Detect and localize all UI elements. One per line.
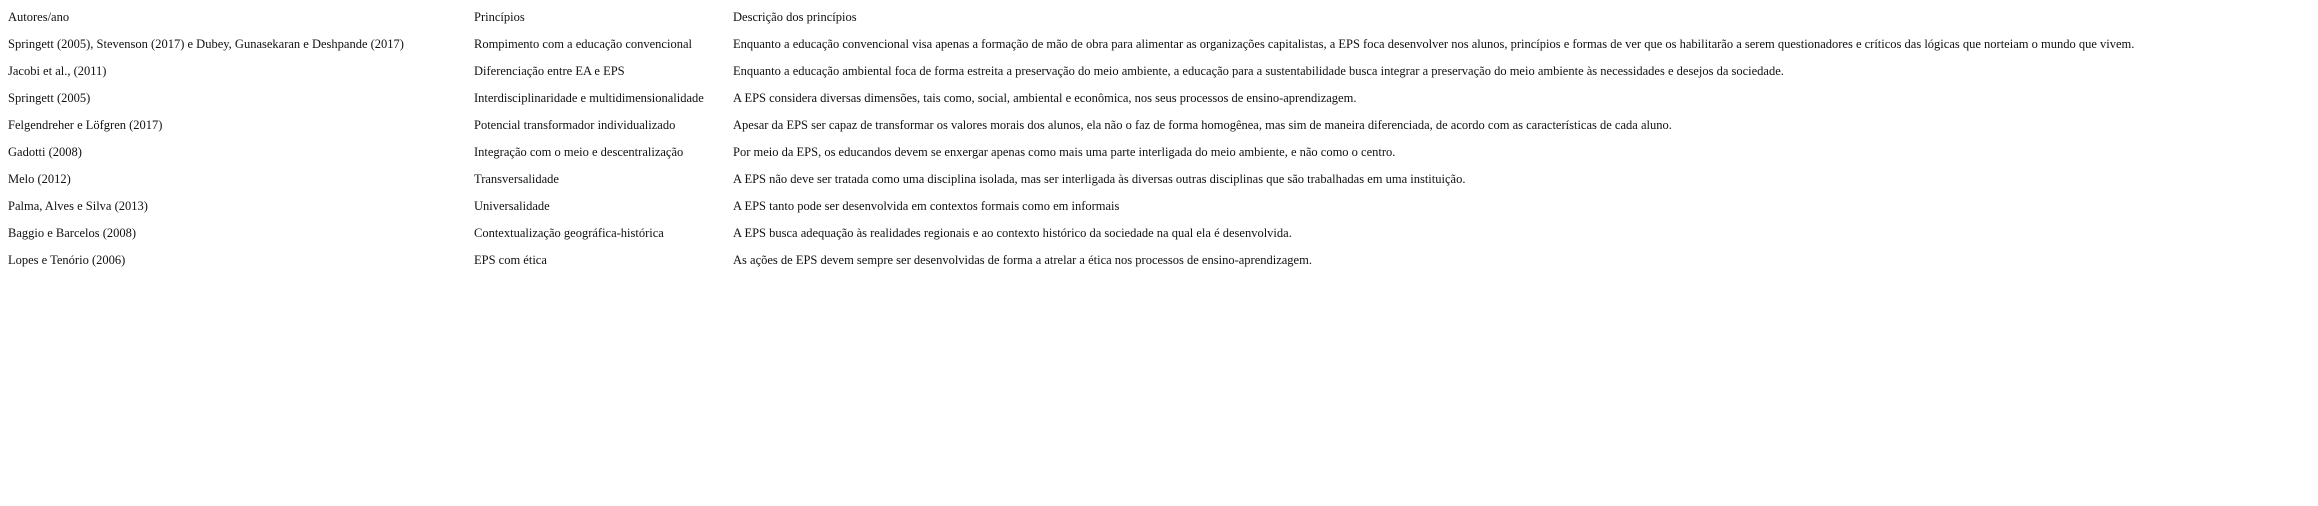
table-row — [8, 247, 2138, 274]
cell-description: A EPS busca adequação às realidades regionais e ao contexto histórico da sociedade na qual ela é desenvolvida. — [733, 226, 1292, 240]
cell-principle: Rompimento com a educação convencional — [474, 37, 692, 51]
header-principle: Princípios — [474, 10, 525, 24]
cell-authors: Palma, Alves e Silva (2013) — [8, 199, 148, 213]
header-authors: Autores/ano — [8, 10, 70, 24]
table-row — [8, 139, 2138, 166]
table-header-row — [8, 8, 2138, 31]
table-row — [8, 85, 2138, 112]
cell-principle: Potencial transformador individualizado — [474, 118, 676, 132]
cell-description: A EPS não deve ser tratada como uma disciplina isolada, mas ser interligada às diversas outras disciplinas que são trabalhadas em uma instituição. — [733, 172, 1466, 186]
cell-principle: Universalidade — [474, 199, 550, 213]
cell-authors: Springett (2005), Stevenson (2017) e Dubey, Gunasekaran e Deshpande (2017) — [8, 37, 404, 51]
cell-authors: Melo (2012) — [8, 172, 71, 186]
cell-authors: Felgendreher e Löfgren (2017) — [8, 118, 163, 132]
cell-description: As ações de EPS devem sempre ser desenvolvidas de forma a atrelar a ética nos processos de ensino-aprendizagem. — [733, 253, 1312, 267]
cell-description: A EPS tanto pode ser desenvolvida em contextos formais como em informais — [733, 199, 1120, 213]
header-description: Descrição dos princípios — [733, 10, 857, 24]
cell-principle: Transversalidade — [474, 172, 559, 186]
cell-authors: Springett (2005) — [8, 91, 91, 105]
cell-authors: Lopes e Tenório (2006) — [8, 253, 126, 267]
cell-principle: Interdisciplinaridade e multidimensionalidade — [474, 91, 704, 105]
cell-principle: EPS com ética — [474, 253, 547, 267]
cell-authors: Jacobi et al., (2011) — [8, 64, 107, 78]
cell-description: Por meio da EPS, os educandos devem se enxergar apenas como mais uma parte interligada do meio ambiente, e não como o centro. — [733, 145, 1396, 159]
table-row — [8, 166, 2138, 193]
table-row — [8, 58, 2138, 85]
principles-table — [8, 8, 2138, 274]
cell-description: A EPS considera diversas dimensões, tais como, social, ambiental e econômica, nos seus processos de ensino-aprendizagem. — [733, 91, 1357, 105]
cell-principle: Contextualização geográfica-histórica — [474, 226, 664, 240]
cell-authors: Baggio e Barcelos (2008) — [8, 226, 137, 240]
cell-authors: Gadotti (2008) — [8, 145, 82, 159]
cell-principle: Integração com o meio e descentralização — [474, 145, 684, 159]
cell-description: Enquanto a educação convencional visa apenas a formação de mão de obra para alimentar as organizações capitalistas, a EPS foca desenvolver nos alunos, princípios e formas de ver que os habilitarão a serem questionadores e críticos das lógicas que norteiam o mundo que vivem. — [733, 37, 2135, 51]
table-row — [8, 220, 2138, 247]
table-row — [8, 193, 2138, 220]
table-row — [8, 112, 2138, 139]
table-row — [8, 31, 2138, 58]
cell-description: Apesar da EPS ser capaz de transformar os valores morais dos alunos, ela não o faz de forma homogênea, mas sim de maneira diferenciada, de acordo com as características de cada aluno. — [733, 118, 1672, 132]
cell-principle: Diferenciação entre EA e EPS — [474, 64, 625, 78]
cell-description: Enquanto a educação ambiental foca de forma estreita a preservação do meio ambiente, a educação para a sustentabilidade busca integrar a preservação do meio ambiente às necessidades e desejos da sociedade. — [733, 64, 1784, 78]
